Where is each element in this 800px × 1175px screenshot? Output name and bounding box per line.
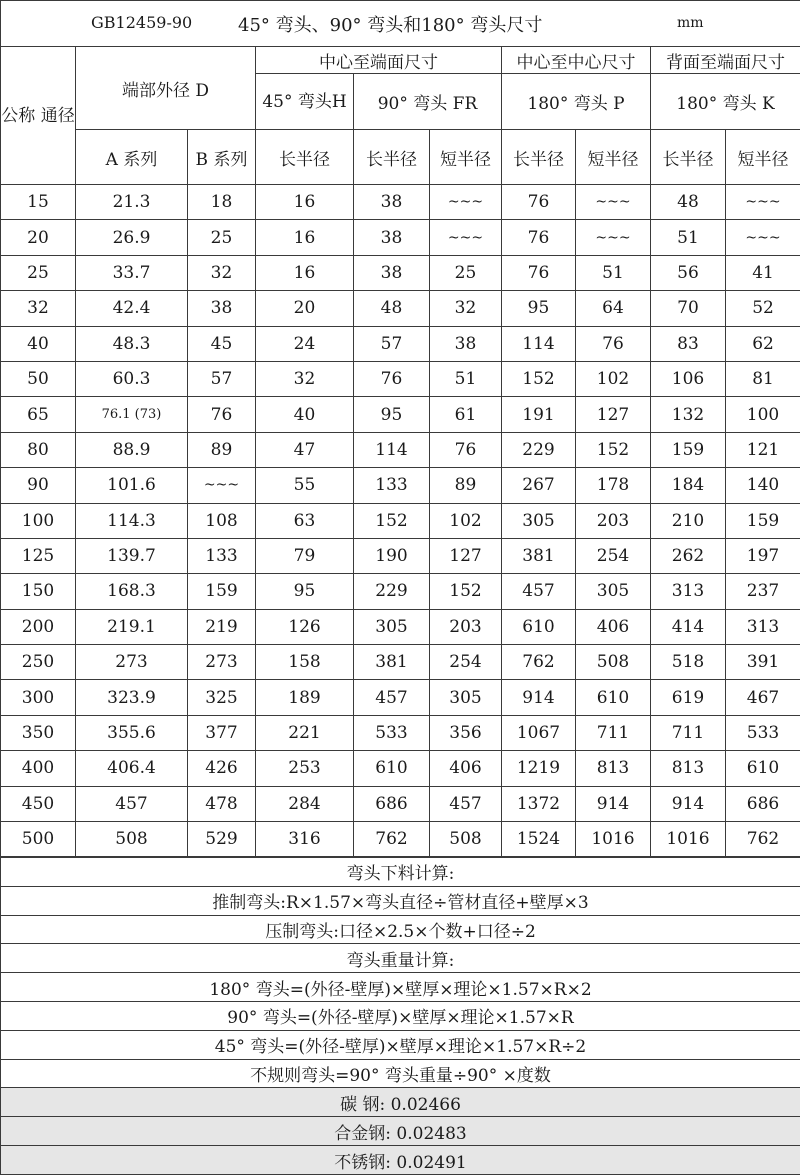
- k180-long-cell: 711: [651, 715, 726, 750]
- p180-long-cell: 229: [502, 432, 576, 467]
- p180-short-cell: 152: [576, 432, 651, 467]
- p180-short-cell: 305: [576, 574, 651, 609]
- table-row: [1, 432, 800, 467]
- nominal-size-cell: 80: [1, 432, 76, 467]
- note-line: 压制弯头:口径×2.5×个数+口径÷2: [1, 915, 800, 944]
- nominal-size-cell: 65: [1, 397, 76, 432]
- h45-long-cell: 55: [256, 468, 354, 503]
- h45-long-cell: 24: [256, 326, 354, 361]
- k180-short-cell: 140: [726, 468, 800, 503]
- k180-short-cell: 159: [726, 503, 800, 538]
- k180-short-cell: 62: [726, 326, 800, 361]
- h45-long-cell: 126: [256, 609, 354, 644]
- p180-short-cell: 914: [576, 786, 651, 821]
- header-long-radius: 长半径: [651, 130, 726, 185]
- series-b-od-cell: 426: [188, 751, 256, 786]
- k180-long-cell: 518: [651, 645, 726, 680]
- series-a-od-cell: 42.4: [76, 291, 188, 326]
- fr90-long-cell: 381: [354, 645, 430, 680]
- k180-short-cell: 610: [726, 751, 800, 786]
- series-b-od-cell: 108: [188, 503, 256, 538]
- p180-long-cell: 762: [502, 645, 576, 680]
- header-center-to-face: 中心至端面尺寸: [256, 47, 502, 74]
- k180-short-cell: 533: [726, 715, 800, 750]
- nominal-size-cell: 500: [1, 822, 76, 857]
- p180-long-cell: 1219: [502, 751, 576, 786]
- material-carbon-steel: 碳 钢: 0.02466: [1, 1088, 800, 1117]
- series-b-od-cell: ~~~: [188, 468, 256, 503]
- p180-long-cell: 114: [502, 326, 576, 361]
- k180-short-cell: 237: [726, 574, 800, 609]
- k180-short-cell: 197: [726, 538, 800, 573]
- p180-short-cell: 610: [576, 680, 651, 715]
- table-row: [1, 220, 800, 255]
- p180-long-cell: 914: [502, 680, 576, 715]
- note-line: 弯头重量计算:: [1, 944, 800, 973]
- k180-short-cell: 41: [726, 255, 800, 290]
- header-short-radius: 短半径: [430, 130, 502, 185]
- p180-short-cell: 1016: [576, 822, 651, 857]
- header-90-elbow: 90° 弯头 FR: [354, 74, 502, 130]
- fr90-short-cell: 102: [430, 503, 502, 538]
- series-b-od-cell: 478: [188, 786, 256, 821]
- series-b-od-cell: 377: [188, 715, 256, 750]
- k180-short-cell: 121: [726, 432, 800, 467]
- k180-long-cell: 813: [651, 751, 726, 786]
- p180-long-cell: 76: [502, 255, 576, 290]
- k180-long-cell: 70: [651, 291, 726, 326]
- nominal-size-cell: 32: [1, 291, 76, 326]
- k180-long-cell: 262: [651, 538, 726, 573]
- nominal-size-cell: 15: [1, 185, 76, 220]
- fr90-long-cell: 305: [354, 609, 430, 644]
- p180-short-cell: 254: [576, 538, 651, 573]
- fr90-short-cell: 32: [430, 291, 502, 326]
- table-description: 45° 弯头、90° 弯头和180° 弯头尺寸: [238, 11, 542, 37]
- fr90-long-cell: 95: [354, 397, 430, 432]
- series-a-od-cell: 273: [76, 645, 188, 680]
- h45-long-cell: 16: [256, 185, 354, 220]
- fr90-short-cell: 254: [430, 645, 502, 680]
- p180-short-cell: ~~~: [576, 220, 651, 255]
- h45-long-cell: 158: [256, 645, 354, 680]
- fr90-short-cell: 457: [430, 786, 502, 821]
- table-row: [1, 538, 800, 573]
- fr90-short-cell: 127: [430, 538, 502, 573]
- k180-long-cell: 83: [651, 326, 726, 361]
- fr90-short-cell: 305: [430, 680, 502, 715]
- unit-label: mm: [677, 15, 704, 31]
- nominal-size-cell: 300: [1, 680, 76, 715]
- series-b-od-cell: 18: [188, 185, 256, 220]
- series-a-od-cell: 457: [76, 786, 188, 821]
- table-row: [1, 361, 800, 396]
- series-a-od-cell: 76.1 (73): [76, 397, 188, 432]
- nominal-size-cell: 25: [1, 255, 76, 290]
- fr90-long-cell: 152: [354, 503, 430, 538]
- h45-long-cell: 79: [256, 538, 354, 573]
- header-180-elbow-k: 180° 弯头 K: [651, 74, 800, 130]
- nominal-size-cell: 40: [1, 326, 76, 361]
- fr90-long-cell: 38: [354, 255, 430, 290]
- header-series-a: A 系列: [76, 130, 188, 185]
- nominal-size-cell: 150: [1, 574, 76, 609]
- note-line: 90° 弯头=(外径-壁厚)×壁厚×理论×1.57×R: [1, 1001, 800, 1030]
- series-b-od-cell: 57: [188, 361, 256, 396]
- series-a-od-cell: 139.7: [76, 538, 188, 573]
- h45-long-cell: 189: [256, 680, 354, 715]
- table-row: [1, 503, 800, 538]
- fr90-long-cell: 457: [354, 680, 430, 715]
- series-a-od-cell: 33.7: [76, 255, 188, 290]
- k180-short-cell: 467: [726, 680, 800, 715]
- p180-short-cell: 64: [576, 291, 651, 326]
- fr90-short-cell: 51: [430, 361, 502, 396]
- p180-long-cell: 76: [502, 185, 576, 220]
- nominal-size-cell: 350: [1, 715, 76, 750]
- table-row: [1, 574, 800, 609]
- p180-short-cell: 102: [576, 361, 651, 396]
- h45-long-cell: 63: [256, 503, 354, 538]
- h45-long-cell: 253: [256, 751, 354, 786]
- table-title: [1, 1, 800, 47]
- header-180-elbow-p: 180° 弯头 P: [502, 74, 651, 130]
- header-back-to-face: 背面至端面尺寸: [651, 47, 800, 74]
- nominal-size-cell: 90: [1, 468, 76, 503]
- fr90-short-cell: 508: [430, 822, 502, 857]
- k180-long-cell: 51: [651, 220, 726, 255]
- table-row: [1, 751, 800, 786]
- fr90-long-cell: 76: [354, 361, 430, 396]
- k180-long-cell: 1016: [651, 822, 726, 857]
- material-stainless-steel: 不锈钢: 0.02491: [1, 1146, 800, 1175]
- k180-long-cell: 48: [651, 185, 726, 220]
- p180-long-cell: 95: [502, 291, 576, 326]
- h45-long-cell: 284: [256, 786, 354, 821]
- nominal-size-cell: 20: [1, 220, 76, 255]
- table-row: [1, 786, 800, 821]
- p180-short-cell: ~~~: [576, 185, 651, 220]
- nominal-size-cell: 200: [1, 609, 76, 644]
- fr90-short-cell: 203: [430, 609, 502, 644]
- series-b-od-cell: 133: [188, 538, 256, 573]
- h45-long-cell: 32: [256, 361, 354, 396]
- k180-short-cell: 313: [726, 609, 800, 644]
- fr90-short-cell: ~~~: [430, 185, 502, 220]
- series-a-od-cell: 168.3: [76, 574, 188, 609]
- p180-long-cell: 1067: [502, 715, 576, 750]
- table-row: [1, 609, 800, 644]
- header-outer-diameter: 端部外径 D: [76, 47, 256, 130]
- fr90-long-cell: 133: [354, 468, 430, 503]
- k180-short-cell: ~~~: [726, 185, 800, 220]
- series-a-od-cell: 60.3: [76, 361, 188, 396]
- p180-short-cell: 406: [576, 609, 651, 644]
- p180-long-cell: 76: [502, 220, 576, 255]
- table-row: [1, 680, 800, 715]
- fr90-long-cell: 190: [354, 538, 430, 573]
- nominal-size-cell: 450: [1, 786, 76, 821]
- k180-short-cell: 686: [726, 786, 800, 821]
- k180-short-cell: 391: [726, 645, 800, 680]
- k180-long-cell: 619: [651, 680, 726, 715]
- fr90-long-cell: 533: [354, 715, 430, 750]
- k180-short-cell: ~~~: [726, 220, 800, 255]
- p180-short-cell: 76: [576, 326, 651, 361]
- p180-short-cell: 127: [576, 397, 651, 432]
- header-long-radius: 长半径: [502, 130, 576, 185]
- series-b-od-cell: 38: [188, 291, 256, 326]
- series-a-od-cell: 323.9: [76, 680, 188, 715]
- k180-short-cell: 100: [726, 397, 800, 432]
- fr90-long-cell: 686: [354, 786, 430, 821]
- table-row: [1, 397, 800, 432]
- fr90-long-cell: 38: [354, 220, 430, 255]
- k180-short-cell: 762: [726, 822, 800, 857]
- k180-long-cell: 56: [651, 255, 726, 290]
- k180-long-cell: 313: [651, 574, 726, 609]
- series-a-od-cell: 101.6: [76, 468, 188, 503]
- table-row: [1, 468, 800, 503]
- h45-long-cell: 40: [256, 397, 354, 432]
- series-b-od-cell: 25: [188, 220, 256, 255]
- k180-long-cell: 414: [651, 609, 726, 644]
- fr90-short-cell: 89: [430, 468, 502, 503]
- table-row: [1, 291, 800, 326]
- nominal-size-cell: 125: [1, 538, 76, 573]
- nominal-size-cell: 50: [1, 361, 76, 396]
- series-b-od-cell: 32: [188, 255, 256, 290]
- series-a-od-cell: 88.9: [76, 432, 188, 467]
- series-a-od-cell: 355.6: [76, 715, 188, 750]
- header-short-radius: 短半径: [726, 130, 800, 185]
- k180-short-cell: 81: [726, 361, 800, 396]
- fr90-long-cell: 114: [354, 432, 430, 467]
- k180-long-cell: 106: [651, 361, 726, 396]
- k180-long-cell: 184: [651, 468, 726, 503]
- fr90-short-cell: 61: [430, 397, 502, 432]
- p180-long-cell: 610: [502, 609, 576, 644]
- p180-long-cell: 152: [502, 361, 576, 396]
- calculation-notes: [0, 857, 800, 1175]
- h45-long-cell: 95: [256, 574, 354, 609]
- series-b-od-cell: 159: [188, 574, 256, 609]
- series-a-od-cell: 114.3: [76, 503, 188, 538]
- header-short-radius: 短半径: [576, 130, 651, 185]
- h45-long-cell: 20: [256, 291, 354, 326]
- note-line: 45° 弯头=(外径-壁厚)×壁厚×理论×1.57×R÷2: [1, 1030, 800, 1059]
- k180-long-cell: 210: [651, 503, 726, 538]
- table-row: [1, 255, 800, 290]
- fr90-short-cell: 356: [430, 715, 502, 750]
- series-a-od-cell: 26.9: [76, 220, 188, 255]
- standard-code: GB12459-90: [91, 13, 192, 32]
- h45-long-cell: 221: [256, 715, 354, 750]
- table-row: [1, 822, 800, 857]
- note-line: 不规则弯头=90° 弯头重量÷90° ×度数: [1, 1059, 800, 1088]
- p180-short-cell: 508: [576, 645, 651, 680]
- series-b-od-cell: 325: [188, 680, 256, 715]
- series-b-od-cell: 45: [188, 326, 256, 361]
- header-series-b: B 系列: [188, 130, 256, 185]
- table-row: [1, 645, 800, 680]
- fr90-short-cell: 152: [430, 574, 502, 609]
- header-long-radius: 长半径: [354, 130, 430, 185]
- series-b-od-cell: 76: [188, 397, 256, 432]
- series-a-od-cell: 21.3: [76, 185, 188, 220]
- nominal-size-cell: 400: [1, 751, 76, 786]
- fr90-long-cell: 762: [354, 822, 430, 857]
- note-line: 弯头下料计算:: [1, 858, 800, 887]
- series-b-od-cell: 89: [188, 432, 256, 467]
- material-alloy-steel: 合金钢: 0.02483: [1, 1117, 800, 1146]
- fr90-long-cell: 229: [354, 574, 430, 609]
- header-nominal: 公称 通径: [1, 47, 76, 185]
- fr90-long-cell: 57: [354, 326, 430, 361]
- nominal-size-cell: 100: [1, 503, 76, 538]
- p180-long-cell: 191: [502, 397, 576, 432]
- series-a-od-cell: 48.3: [76, 326, 188, 361]
- series-b-od-cell: 219: [188, 609, 256, 644]
- k180-long-cell: 132: [651, 397, 726, 432]
- h45-long-cell: 16: [256, 255, 354, 290]
- fr90-short-cell: 38: [430, 326, 502, 361]
- nominal-size-cell: 250: [1, 645, 76, 680]
- k180-long-cell: 914: [651, 786, 726, 821]
- h45-long-cell: 316: [256, 822, 354, 857]
- h45-long-cell: 16: [256, 220, 354, 255]
- series-b-od-cell: 273: [188, 645, 256, 680]
- p180-long-cell: 267: [502, 468, 576, 503]
- fr90-short-cell: 76: [430, 432, 502, 467]
- p180-short-cell: 51: [576, 255, 651, 290]
- p180-short-cell: 178: [576, 468, 651, 503]
- fr90-short-cell: 406: [430, 751, 502, 786]
- p180-short-cell: 813: [576, 751, 651, 786]
- fr90-long-cell: 38: [354, 185, 430, 220]
- p180-long-cell: 1524: [502, 822, 576, 857]
- header-45-elbow: 45° 弯头H: [256, 74, 354, 130]
- p180-long-cell: 457: [502, 574, 576, 609]
- p180-short-cell: 711: [576, 715, 651, 750]
- k180-long-cell: 159: [651, 432, 726, 467]
- p180-long-cell: 381: [502, 538, 576, 573]
- series-b-od-cell: 529: [188, 822, 256, 857]
- p180-long-cell: 1372: [502, 786, 576, 821]
- note-line: 180° 弯头=(外径-壁厚)×壁厚×理论×1.57×R×2: [1, 973, 800, 1002]
- table-row: [1, 715, 800, 750]
- table-body: [1, 185, 800, 857]
- k180-short-cell: 52: [726, 291, 800, 326]
- table-row: [1, 326, 800, 361]
- note-line: 推制弯头:R×1.57×弯头直径÷管材直径+壁厚×3: [1, 886, 800, 915]
- fr90-long-cell: 48: [354, 291, 430, 326]
- table-row: [1, 185, 800, 220]
- fr90-long-cell: 610: [354, 751, 430, 786]
- header-center-to-center: 中心至中心尺寸: [502, 47, 651, 74]
- h45-long-cell: 47: [256, 432, 354, 467]
- series-a-od-cell: 508: [76, 822, 188, 857]
- fr90-short-cell: ~~~: [430, 220, 502, 255]
- series-a-od-cell: 406.4: [76, 751, 188, 786]
- series-a-od-cell: 219.1: [76, 609, 188, 644]
- fr90-short-cell: 25: [430, 255, 502, 290]
- p180-long-cell: 305: [502, 503, 576, 538]
- p180-short-cell: 203: [576, 503, 651, 538]
- header-long-radius: 长半径: [256, 130, 354, 185]
